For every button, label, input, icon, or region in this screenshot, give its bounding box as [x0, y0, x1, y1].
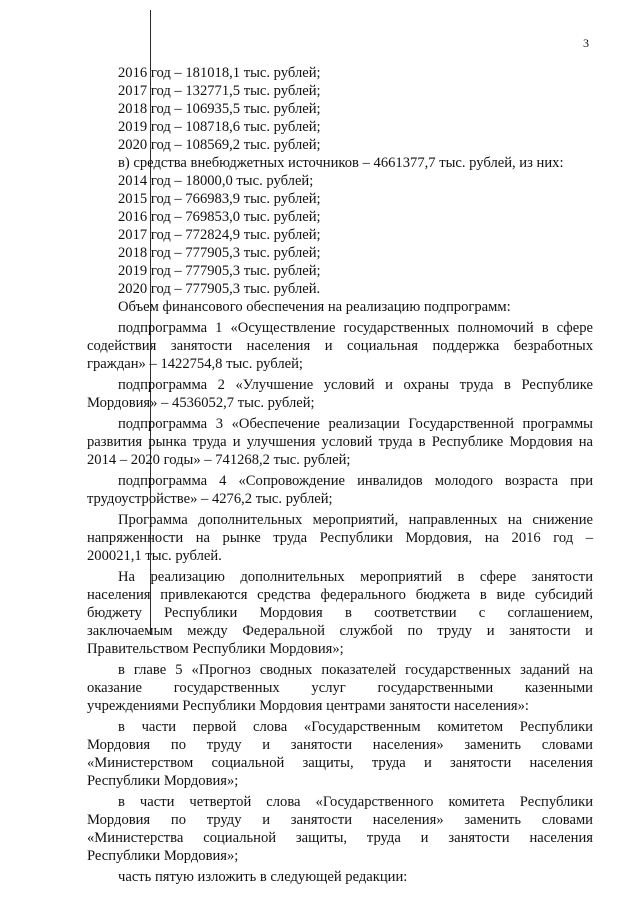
year-line: 2018 год – 777905,3 тыс. рублей; [118, 245, 321, 261]
year-line: 2017 год – 132771,5 тыс. рублей; [118, 83, 321, 99]
year-line: 2018 год – 106935,5 тыс. рублей; [118, 101, 321, 117]
year-line: 2020 год – 108569,2 тыс. рублей; [118, 137, 321, 153]
year-list-b [87, 172, 593, 298]
federal-funds-paragraph [87, 568, 593, 658]
year-list-a [87, 64, 593, 154]
paragraph-line: оказание государственных услуг государственными казенными [87, 680, 593, 696]
document-body [87, 64, 593, 886]
paragraph-line: Республики Мордовия»; [87, 773, 239, 789]
year-line: 2019 год – 108718,6 тыс. рублей; [118, 119, 321, 135]
paragraph-line: трудоустройстве» – 4276,2 тыс. рублей; [87, 491, 333, 507]
paragraph-line: 2014 – 2020 годы» – 741268,2 тыс. рублей; [87, 452, 351, 468]
paragraph-line: в части четвертой слова «Государственного комитета Республики [118, 794, 593, 810]
paragraph-line: населения привлекаются средства федерального бюджета в виде субсидий [87, 587, 593, 603]
paragraph-line: На реализацию дополнительных мероприятий в сфере занятости [118, 569, 593, 585]
year-line: 2014 год – 18000,0 тыс. рублей; [118, 173, 314, 189]
paragraph-line: граждан» – 1422754,8 тыс. рублей; [87, 356, 303, 372]
subprogram-1-paragraph [87, 319, 593, 373]
year-line: 2019 год – 777905,3 тыс. рублей; [118, 263, 321, 279]
paragraph-line: в части первой слова «Государственным комитетом Республики [118, 719, 593, 735]
subprogram-4-paragraph [87, 472, 593, 508]
paragraph-line: напряженности на рынке труда Республики Мордовия, на 2016 год – [87, 530, 593, 546]
volume-heading: Объем финансового обеспечения на реализацию подпрограмм: [118, 299, 511, 315]
paragraph-line: Мордовия по труду и занятости населения» заменить словами [87, 812, 593, 828]
paragraph-line: подпрограмма 1 «Осуществление государственных полномочий в сфере [118, 320, 593, 336]
paragraph-line: «Министерства социальной защиты, труда и занятости населения [87, 830, 593, 846]
paragraph-line: в главе 5 «Прогноз сводных показателей государственных заданий на [118, 662, 593, 678]
part-five-line: часть пятую изложить в следующей редакции: [118, 869, 408, 885]
subprogram-2-paragraph [87, 376, 593, 412]
extra-budget-line: в) средства внебюджетных источников – 4661377,7 тыс. рублей, из них: [118, 155, 564, 171]
paragraph-line: заключаемым между Федеральной службой по труду и занятости и [87, 623, 593, 639]
year-line: 2016 год – 181018,1 тыс. рублей; [118, 65, 321, 81]
paragraph-line: 200021,1 тыс. рублей. [87, 548, 222, 564]
paragraph-line: Мордовия» – 4536052,7 тыс. рублей; [87, 395, 315, 411]
paragraph-line: Программа дополнительных мероприятий, направленных на снижение [118, 512, 593, 528]
paragraph-line: Мордовия по труду и занятости населения» заменить словами [87, 737, 593, 753]
chapter-5-paragraph [87, 661, 593, 715]
part-one-paragraph [87, 718, 593, 790]
paragraph-line: подпрограмма 2 «Улучшение условий и охраны труда в Республике [118, 377, 593, 393]
paragraph-line: Правительством Республики Мордовия»; [87, 641, 344, 657]
paragraph-line: «Министерством социальной защиты, труда и занятости населения [87, 755, 593, 771]
year-line: 2015 год – 766983,9 тыс. рублей; [118, 191, 321, 207]
subprogram-3-paragraph [87, 415, 593, 469]
additional-program-paragraph [87, 511, 593, 565]
year-line: 2017 год – 772824,9 тыс. рублей; [118, 227, 321, 243]
paragraph-line: подпрограмма 3 «Обеспечение реализации Государственной программы [118, 416, 593, 432]
year-line: 2020 год – 777905,3 тыс. рублей. [118, 281, 321, 297]
paragraph-line: учреждениями Республики Мордовия центрами занятости населения»: [87, 698, 529, 714]
paragraph-line: подпрограмма 4 «Сопровождение инвалидов молодого возраста при [118, 473, 593, 489]
paragraph-line: бюджету Республики Мордовия в соответствии с соглашением, [87, 605, 593, 621]
part-four-paragraph [87, 793, 593, 865]
paragraph-line: развития рынка труда и улучшения условий труда в Республике Мордовия на [87, 434, 593, 450]
page-number: 3 [583, 36, 589, 50]
paragraph-line: содействия занятости населения и социальная поддержка безработных [87, 338, 593, 354]
paragraph-line: Республики Мордовия»; [87, 848, 239, 864]
year-line: 2016 год – 769853,0 тыс. рублей; [118, 209, 321, 225]
